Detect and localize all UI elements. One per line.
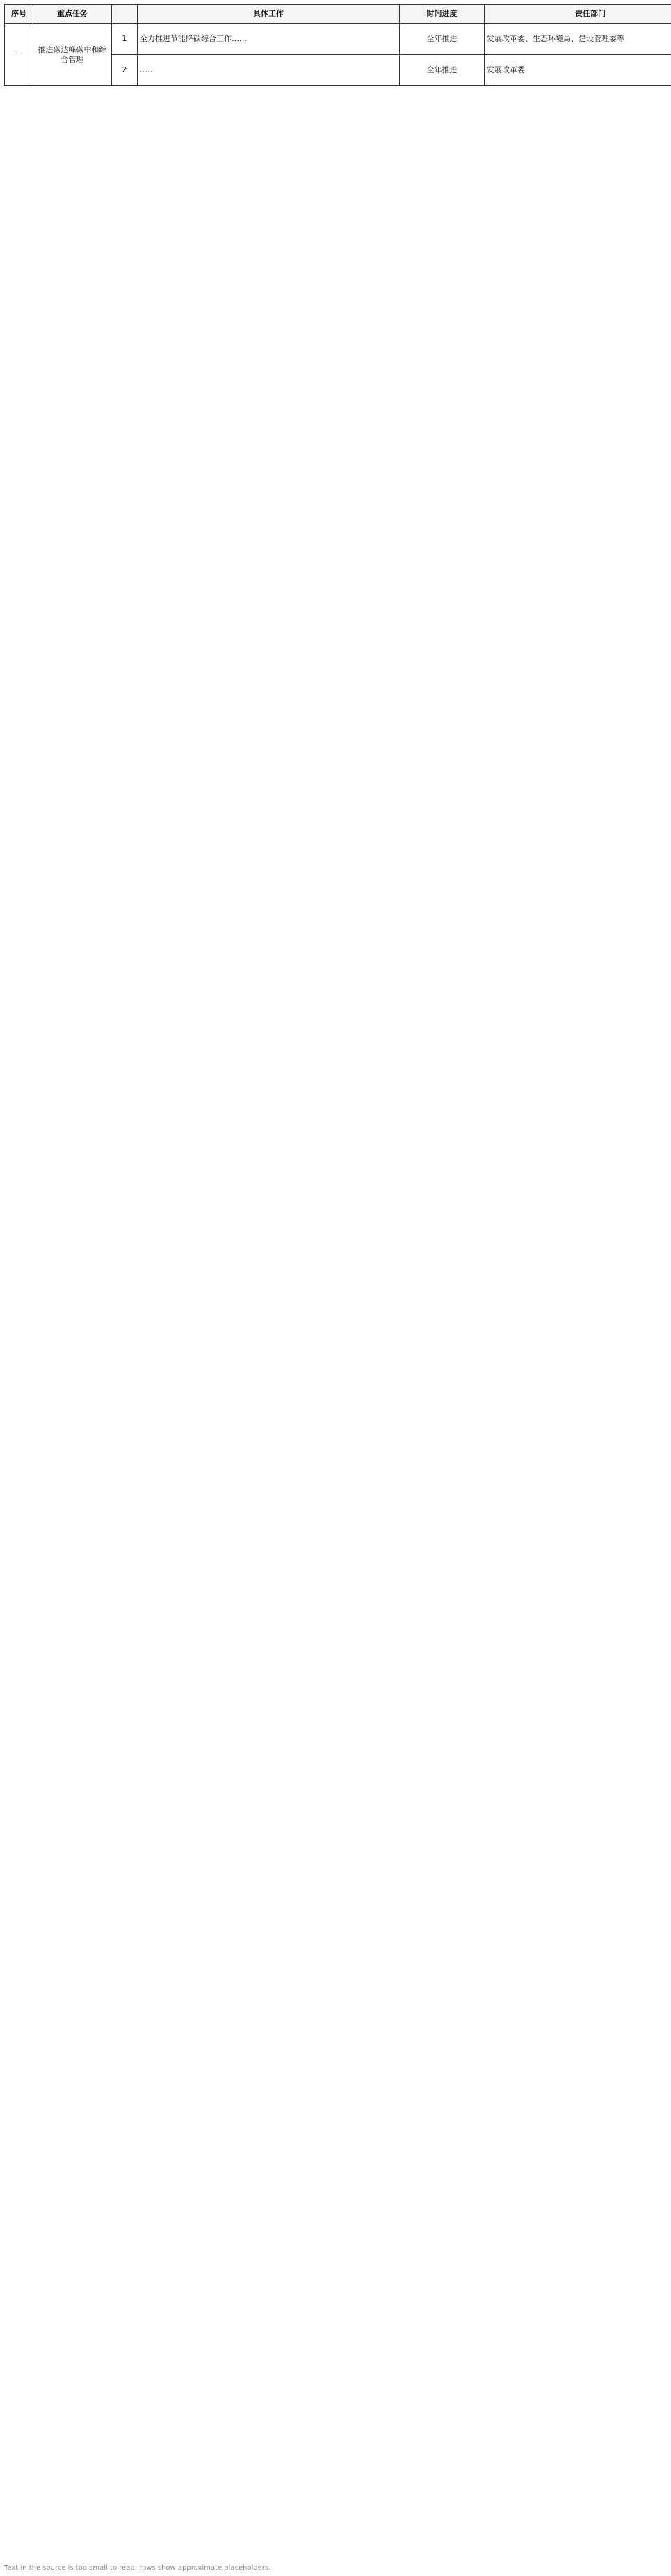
row-time: 全年推进: [400, 55, 485, 86]
row-time: 全年推进: [400, 24, 485, 55]
table-row: [5, 24, 671, 55]
section-number: 一: [5, 24, 33, 86]
row-dept: 发展改革委: [485, 55, 671, 86]
row-task: 全力推进节能降碳综合工作……: [138, 24, 400, 55]
header-time: 时间进度: [400, 5, 485, 24]
row-index: 1: [112, 24, 138, 55]
row-task: ……: [138, 55, 400, 86]
header-dept: 责任部门: [485, 5, 671, 24]
row-index: 2: [112, 55, 138, 86]
header-work: 具体工作: [138, 5, 400, 24]
header-index: [112, 5, 138, 24]
task-table: [4, 4, 671, 86]
header-no: 序号: [5, 5, 33, 24]
table-header-row: [5, 5, 671, 24]
row-dept: 发展改革委、生态环境局、建设管理委等: [485, 24, 671, 55]
placeholder-note: Text in the source is too small to read; rows show approximate placeholders.: [4, 2564, 271, 2572]
table-body: [5, 24, 671, 86]
header-key-task: 重点任务: [33, 5, 112, 24]
section-name: 推进碳达峰碳中和综合管理: [33, 24, 112, 86]
